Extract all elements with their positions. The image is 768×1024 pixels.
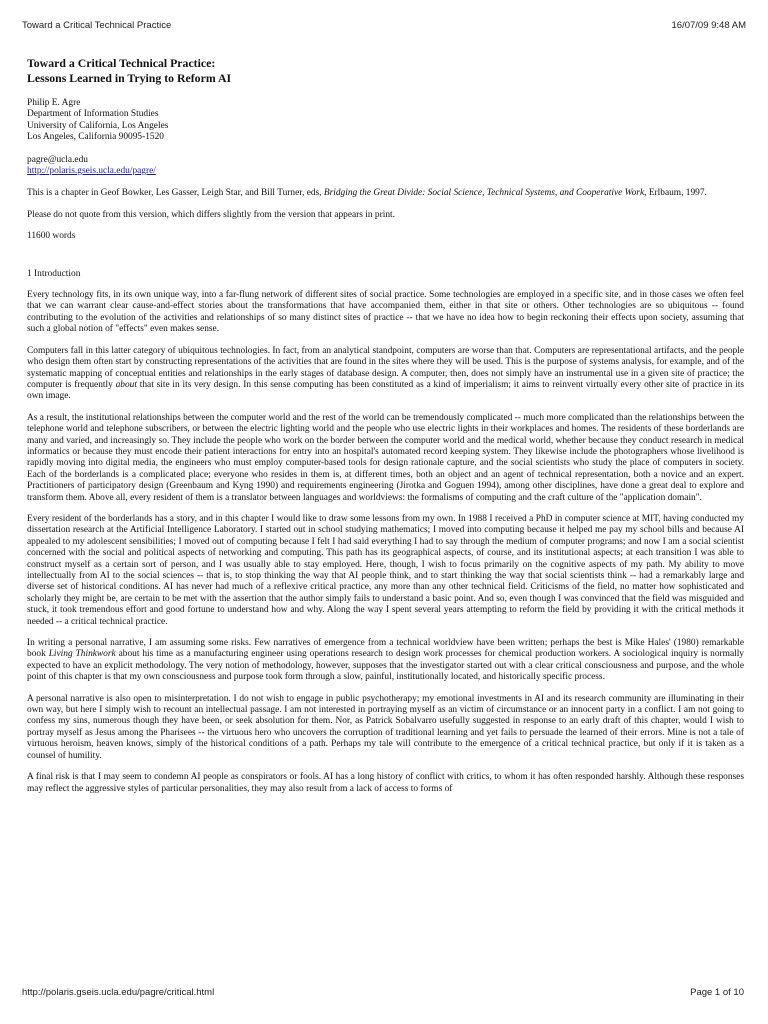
- paragraph-7: A final risk is that I may seem to condemn AI people as conspirators or fools. AI has a long history of conflict with critics, to whom it has often responded harshly. Although these responses may reflect the aggressive styles of particular personalities, they may also result from a lack of access to forms of: [27, 772, 744, 794]
- paragraph-3: As a result, the institutional relationships between the computer world and the rest of the world can be tremendously complicated -- much more complicated than the relationships between the telephone world and telephone subscribers, or between the electric lighting world and the people who use electric lights in their workplaces and homes. The residents of these borderlands are many and varied, and increasingly so. They include the people who work on the border between the computer world and the medical world, whether because they conduct research in medical informatics or because they must encode their patient interactions for entry into an hospital's automated record keeping system. They likewise include the photographers whose livelihood is rapidly moving into digital media, the engineers who must employ computer-based tools for design rationale capture, and the social scientists who study the place of computers in society. Each of the borderlands is a complicated place; everyone who resides in them is, at different times, both an object and an agent of technical representation, both a novice and an expert. Practitioners of participatory design (Greenbaum and Kyng 1990) and requirements engineering (Jirotka and Goguen 1994), among other disciplines, have done a great deal to explore and transform them. Above all, every resident of them is a translator between languages and worldviews: the formalisms of computing and the craft culture of the "application domain".: [27, 412, 744, 503]
- contact-block: [27, 155, 744, 178]
- paragraph-2-text-b: that site in its very design. In this sense computing has been constituted as a kind of imperialism; it aims to reinvent virtually every other site of practice in its own image.: [27, 379, 745, 402]
- author-homepage-link[interactable]: http://polaris.gseis.ucla.edu/pagre/: [27, 166, 156, 177]
- author-name: Philip E. Agre: [27, 98, 81, 108]
- paragraph-5-text-a: In writing a personal narrative, I am assuming some risks. Few narratives of emergence from a technical worldview have been written; perhaps the best is Mike Hales' (1980) remarkable book: [27, 638, 744, 660]
- author-university: University of California, Los Angeles: [27, 120, 169, 131]
- title-line-1: Toward a Critical Technical Practice:: [27, 56, 216, 70]
- author-email: pagre@ucla.edu: [27, 154, 88, 165]
- paragraph-5-text-b: about his time as a manufacturing engineer using operations research to design work processes for chemical production workers. A sociological inquiry is normally expected to have an explicit methodology. The very notion of methodology, however, supposes that the investigator started out with a clear critical consciousness and purpose, and the whole point of this chapter is that my own consciousness and purpose took form through a slow, painful, institutionally located, and historically specific process.: [27, 649, 744, 683]
- header-datetime: 16/07/09 9:48 AM: [671, 20, 746, 31]
- chapter-citation: [27, 188, 744, 199]
- paragraph-2-emphasis: about: [115, 379, 137, 390]
- author-address-block: [27, 98, 744, 144]
- title-line-2: Lessons Learned in Trying to Reform AI: [27, 71, 232, 85]
- citation-book-title: Bridging the Great Divide: Social Science, Technical Systems, and Cooperative Work: [323, 188, 645, 199]
- paragraph-5: [27, 638, 744, 684]
- document-body: [27, 56, 744, 805]
- paragraph-2: [27, 346, 744, 403]
- quote-note: Please do not quote from this version, which differs slightly from the version that appears in print.: [27, 209, 395, 220]
- footer-page-number: Page 1 of 10: [690, 987, 744, 998]
- footer-url: http://polaris.gseis.ucla.edu/pagre/critical.html: [22, 987, 215, 998]
- word-count: 11600 words: [27, 231, 76, 242]
- paragraph-1: Every technology fits, in its own unique way, into a far-flung network of different sites of social practice. Some technologies are employed in a specific site, and in those cases we often feel that we can warrant clear cause-and-effect stories about the transformations that have accompanied them, either in that site or others. Other technologies are so ubiquitous -- found contributing to the evolution of the activities and relationships of so many distinct sites of practice -- that we have no idea how to begin reckoning their effects upon society, assuming that such a global notion of "effects" even makes sense.: [27, 290, 744, 335]
- document-title: [27, 56, 744, 86]
- section-heading-introduction: 1 Introduction: [27, 268, 81, 279]
- paragraph-6: A personal narrative is also open to misinterpretation. I do not wish to engage in public psychotherapy; my emotional investments in AI and its research community are illuminating in their own way, but here I simply wish to recount an intellectual passage. I am not interested in portraying myself as an victim of circumstance or an innocent party in a conflict. I am not going to confess my sins, numerous though they have been, or seek absolution for them. Nor, as Patrick Sobalvarro usefully suggested in response to an early draft of this chapter, would I wish to portray myself as Jesus among the Pharisees -- the virtuous hero who uncovers the corruption of traditional learning and yet fails to persuade the learned of their errors. Mine is not a tale of virtuous heroism, heaven knows, simply of the historical conditions of a path. Perhaps my tale will contribute to the emergence of a critical technical practice, but only if it is taken as a counsel of humility.: [27, 693, 744, 761]
- citation-text-pre: This is a chapter in Geof Bowker, Les Gasser, Leigh Star, and Bill Turner, eds,: [27, 188, 324, 199]
- paragraph-2-text-a: Computers fall in this latter category of ubiquitous technologies. In fact, from an analytical standpoint, computers are worse than that. Computers are representational artifacts, and the people who design them often start by constructing representations of the activities that are found in the sites where they will be used. This is the purpose of systems analysis, for example, and of the systematic mapping of conceptual entities and relationships in the early stages of database design. A computer, then, does not simply have an instrumental use in a given site of practice; the computer is frequently: [27, 345, 744, 390]
- author-department: Department of Information Studies: [27, 109, 159, 120]
- header-title: Toward a Critical Technical Practice: [22, 20, 172, 31]
- author-city: Los Angeles, California 90095-1520: [27, 132, 164, 143]
- citation-text-post: , Erlbaum, 1997.: [644, 188, 707, 199]
- paragraph-4: Every resident of the borderlands has a story, and in this chapter I would like to draw some lessons from my own. In 1988 I received a PhD in computer science at MIT, having conducted my dissertation research at the Artificial Intelligence Laboratory. I started out in school studying mathematics; I moved into computing because it helped me pay my school bills and because AI appealed to my adolescent sensibilities; I moved out of computing because I felt I had said everything I had to say through the medium of computer programs; and now I am a social scientist concerned with the social and political aspects of networking and computing. This path has its geographical aspects, of course, and its institutional aspects; at each transition I was able to construct myself as a certain sort of person, and I was usually able to stay employed. Here, though, I wish to focus primarily on the cognitive aspects of my path. My ability to move intellectually from AI to the social sciences -- that is, to stop thinking the way that AI people think, and to start thinking the way that social scientists think -- had a remarkably large and diverse set of historical conditions. AI has never had much of a reflexive critical practice, any more than any other technical field. Criticisms of the field, no matter how sophisticated and scholarly they might be, are certain to be met with the assertion that the author simply fails to understand a basic point. And so, even though I was convinced that the field was misguided and stuck, it took tremendous effort and good fortune to understand how and why. Along the way I spent several years attempting to reform the field by providing it with the critical methods it needed -- a critical technical practice.: [27, 513, 744, 627]
- paragraph-5-book-title: Living Thinkwork: [48, 649, 116, 660]
